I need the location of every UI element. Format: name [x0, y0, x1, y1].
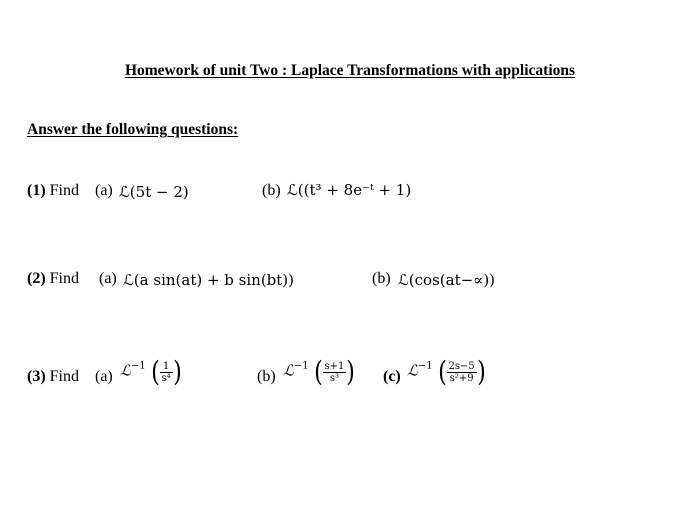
find-label: Find [45, 368, 79, 385]
left-paren: ( [150, 355, 160, 388]
question-3-label [27, 367, 79, 387]
left-paren: ( [437, 355, 447, 388]
question-2a-label: (a) [99, 270, 117, 287]
denominator: s²+9 [449, 372, 474, 384]
page-title: Homework of unit Two : Laplace Transformations with applications [124, 62, 576, 79]
question-2b-label: (b) [372, 270, 391, 287]
instructions-heading: Answer the following questions: [27, 121, 239, 138]
laplace-symbol: ℒ [120, 361, 131, 380]
numerator: 2s−5 [448, 360, 475, 372]
question-3a-expression [120, 355, 183, 388]
question-1a-label: (a) [95, 182, 113, 199]
question-2-label [27, 269, 79, 289]
question-1-label [27, 181, 79, 201]
find-label: Find [45, 182, 79, 199]
right-paren: ) [172, 355, 182, 388]
fraction [161, 361, 172, 384]
question-3b-expression [283, 355, 356, 388]
right-paren: ) [346, 355, 356, 388]
question-3a-label: (a) [95, 368, 113, 385]
numerator: 1 [162, 360, 170, 372]
find-label: Find [45, 270, 79, 287]
question-2a-expression: ℒ(a sin(at) + b sin(bt)) [123, 271, 295, 289]
inverse-superscript: −1 [293, 360, 309, 372]
inverse-superscript: −1 [130, 360, 146, 372]
question-number: (2) [27, 270, 46, 287]
laplace-symbol: ℒ [283, 361, 294, 380]
question-1b-expression: ℒ((t³ + 8e⁻ᵗ + 1) [287, 181, 412, 199]
question-number: (1) [27, 182, 46, 199]
question-number: (3) [27, 368, 46, 385]
right-paren: ) [476, 355, 486, 388]
inverse-superscript: −1 [417, 360, 433, 372]
laplace-symbol: ℒ [407, 361, 418, 380]
fraction [448, 361, 476, 384]
question-1a-expression: ℒ(5t − 2) [119, 183, 189, 201]
left-paren: ( [313, 355, 323, 388]
denominator: s⁴ [161, 372, 171, 384]
numerator: s+1 [324, 360, 345, 372]
fraction [324, 361, 346, 384]
question-3c-expression [407, 355, 487, 388]
question-3b-label: (b) [257, 368, 276, 385]
denominator: s³ [329, 372, 339, 384]
question-3c-label: (c) [383, 368, 401, 385]
question-2b-expression: ℒ(cos(at−∝)) [398, 271, 496, 289]
question-1b-label: (b) [262, 182, 281, 199]
